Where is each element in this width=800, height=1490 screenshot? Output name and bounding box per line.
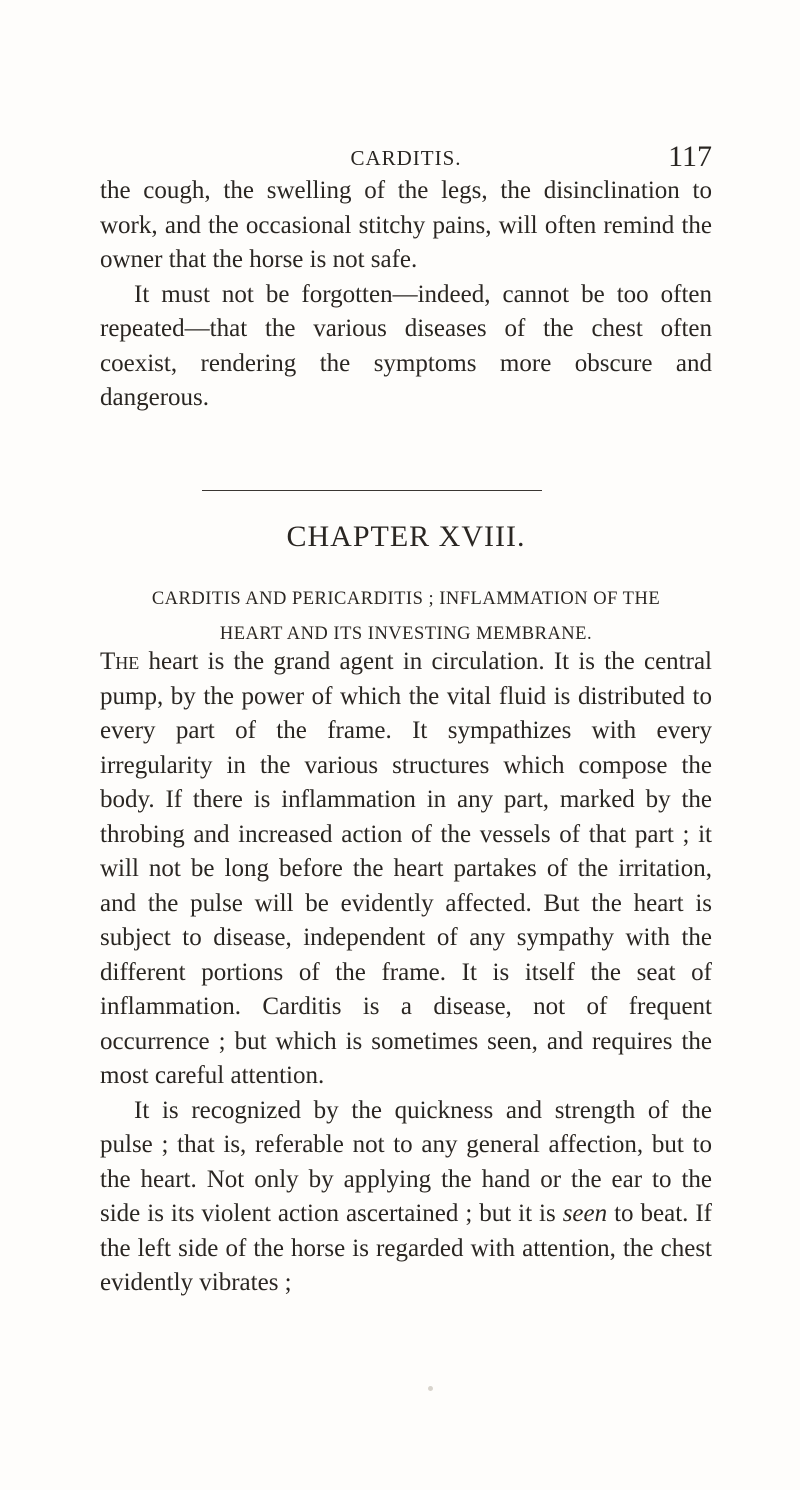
body-paragraph-text: heart is the grand agent in circulation. It is the central pump, by the power of which the vital fluid is distributed to every part of the frame. It sympathizes with every irregularity in the various structures which compose the body. If there is inflammation in any part, marked by the throbing and increased action of the vessels of that part ; it will not be long before the heart partakes of the irritation, and the pulse will be evidently affected. But the heart is subject to disease, independent of any sympathy with the different portions of the frame. It is itself the seat of inflammation. Carditis is a disease, not of frequent occurrence ; but which is sometimes seen, and requires the most careful attention.	[100, 648, 712, 1089]
page-number: 117	[668, 140, 712, 173]
intro-paragraph: the cough, the swelling of the legs, the disinclination to work, and the occasional stitchy pains, will often remind the owner that the horse is not safe.	[100, 177, 712, 273]
intro-paragraph: It must not be forgotten—indeed, cannot be too often repeated—that the various diseases of the chest often coexist, rendering the symptoms more obscure and dangerous.	[100, 280, 712, 411]
emphasis-word: seen	[562, 1200, 608, 1227]
running-head	[100, 142, 712, 178]
section-divider	[202, 490, 542, 491]
running-title: CARDITIS.	[350, 146, 462, 170]
chapter-title: CHAPTER XVIII.	[286, 520, 526, 553]
chapter-subtitle	[100, 582, 712, 652]
body-paragraph-text: to beat. If the left side of the horse is regarded with attention, the chest evidently vibrates ;	[100, 1200, 713, 1296]
paper-speck	[428, 1386, 433, 1391]
lead-word: The	[100, 648, 140, 675]
body-text	[100, 645, 712, 1301]
body-paragraph-text: It is recognized by the quickness and strength of the pulse ; that is, referable not to any general affection, but to the heart. Not only by applying the hand or the ear to the side is its violent action ascertained ; but it is	[100, 1096, 712, 1227]
chapter-subtitle-line: CARDITIS AND PERICARDITIS ; INFLAMMATION OF THE	[151, 589, 661, 609]
chapter-subtitle-line: HEART AND ITS INVESTING MEMBRANE.	[219, 624, 593, 644]
body-paragraph	[100, 645, 712, 1094]
intro-text	[100, 174, 712, 416]
body-paragraph	[100, 1094, 712, 1301]
